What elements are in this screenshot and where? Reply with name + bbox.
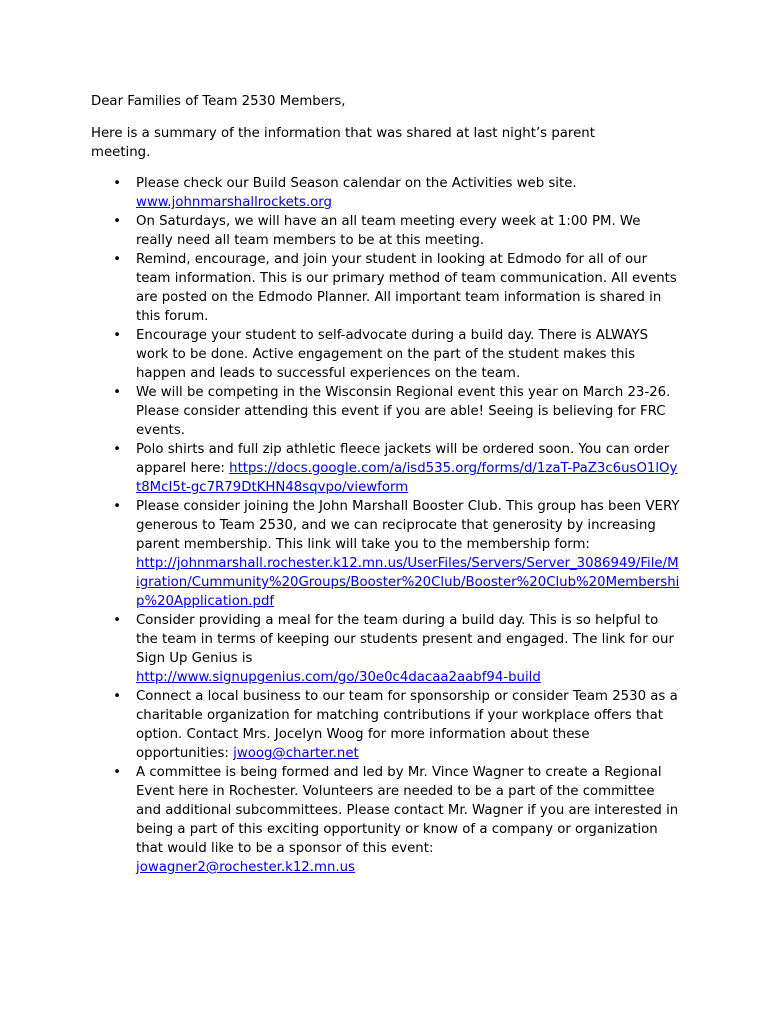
bullet-icon: •	[113, 252, 121, 267]
bullet-icon: •	[113, 689, 121, 704]
bullet-icon: •	[113, 499, 121, 514]
item-text: Encourage your student to self-advocate during a build day. There is ALWAYS work to be done. Active engagement on the part of the student makes this happen and leads to successful experiences on the team.	[136, 328, 649, 381]
list-item	[0, 440, 681, 497]
item-text: Consider providing a meal for the team during a build day. This is so helpful to the team in terms of keeping our students present and engaged. The link for our Sign Up Genius is	[136, 613, 674, 666]
greeting: Dear Families of Team 2530 Members,	[91, 94, 346, 109]
list-item	[0, 174, 681, 212]
list-item	[0, 250, 681, 326]
list-item	[0, 383, 681, 440]
bullet-icon: •	[113, 442, 121, 457]
bullet-icon: •	[113, 176, 121, 191]
list-item	[0, 687, 681, 763]
item-text: Please check our Build Season calendar on the Activities web site.	[136, 176, 577, 191]
item-text: On Saturdays, we will have an all team meeting every week at 1:00 PM. We really need all team members to be at this meeting.	[136, 214, 641, 248]
wagner-email-link[interactable]: jowagner2@rochester.k12.mn.us	[136, 860, 355, 875]
bullet-icon: •	[113, 214, 121, 229]
item-text: A committee is being formed and led by Mr. Vince Wagner to create a Regional Event here in Rochester. Volunteers are needed to be a part of the committee and additional subcommittees. Please contact Mr. Wagner if you are interested in being a part of this exciting opportunity or know of a company or organization that would like to be a sponsor of this event:	[136, 765, 679, 856]
bullet-icon: •	[113, 385, 121, 400]
apparel-order-link[interactable]: https://docs.google.com/a/isd535.org/forms/d/1zaT-PaZ3c6usO1lOyt8McI5t-gc7R79DtKHN48sqvpo/viewform	[136, 461, 678, 495]
signup-genius-link[interactable]: http://www.signupgenius.com/go/30e0c4dacaa2aabf94-build	[136, 670, 541, 685]
bullet-icon: •	[113, 765, 121, 780]
item-text: Polo shirts and full zip athletic fleece jackets will be ordered soon. You can order apparel here:	[136, 442, 670, 476]
bullet-icon: •	[113, 613, 121, 628]
activities-website-link[interactable]: www.johnmarshallrockets.org	[136, 195, 332, 210]
woog-email-link[interactable]: jwoog@charter.net	[233, 746, 359, 761]
list-item	[0, 497, 681, 611]
summary-list	[0, 174, 770, 877]
bullet-icon: •	[113, 328, 121, 343]
list-item	[0, 326, 681, 383]
intro-paragraph: Here is a summary of the information that was shared at last night’s parent meeting.	[91, 126, 595, 160]
list-item	[0, 212, 681, 250]
list-item	[0, 763, 681, 877]
item-text: Please consider joining the John Marshall Booster Club. This group has been VERY generous to Team 2530, and we can reciprocate that generosity by increasing parent membership. This link will take you to the membership form:	[136, 499, 680, 552]
booster-club-membership-link[interactable]: http://johnmarshall.rochester.k12.mn.us/UserFiles/Servers/Server_3086949/File/Migration/Cummunity%20Groups/Booster%20Club/Booster%20Club%20Membership%20Application.pdf	[136, 556, 680, 609]
item-text: Connect a local business to our team for sponsorship or consider Team 2530 as a charitable organization for matching contributions if your workplace offers that option. Contact Mrs. Jocelyn Woog for more information about these opportunities:	[136, 689, 678, 761]
list-item	[0, 611, 681, 687]
item-text: Remind, encourage, and join your student in looking at Edmodo for all of our team information. This is our primary method of team communication. All events are posted on the Edmodo Planner. All important team information is shared in this forum.	[136, 252, 677, 324]
item-text: We will be competing in the Wisconsin Regional event this year on March 23-26. Please consider attending this event if you are able! Seeing is believing for FRC events.	[136, 385, 671, 438]
